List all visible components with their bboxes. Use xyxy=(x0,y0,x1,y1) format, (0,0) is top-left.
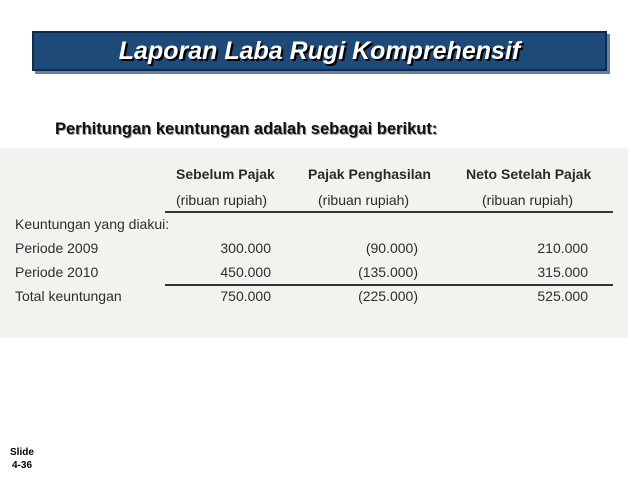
col-header-net-after-tax: Neto Setelah Pajak xyxy=(466,166,592,182)
header-rule xyxy=(165,211,613,213)
slide-title: Laporan Laba Rugi Komprehensif xyxy=(118,36,521,65)
col-header-income-tax: Pajak Penghasilan xyxy=(308,166,431,182)
col-subheader-income-tax: (ribuan rupiah) xyxy=(318,192,410,208)
cell-2009-income-tax: (90.000) xyxy=(365,240,418,256)
section-label: Keuntungan yang diakui: xyxy=(15,216,170,232)
title-banner xyxy=(32,31,607,71)
cell-2010-income-tax: (135.000) xyxy=(358,264,418,280)
col-subheader-before-tax: (ribuan rupiah) xyxy=(176,192,268,208)
row-label-total: Total keuntungan xyxy=(15,288,122,304)
cell-2010-net: 315.000 xyxy=(537,264,588,280)
col-subheader-net-after-tax: (ribuan rupiah) xyxy=(482,192,574,208)
cell-2009-before-tax: 300.000 xyxy=(220,240,271,256)
cell-2010-before-tax: 450.000 xyxy=(220,264,271,280)
slide-number-label: Slide xyxy=(10,447,34,458)
cell-total-income-tax: (225.000) xyxy=(358,288,418,304)
row-label-2010: Periode 2010 xyxy=(15,264,99,280)
cell-2009-net: 210.000 xyxy=(537,240,588,256)
col-header-before-tax: Sebelum Pajak xyxy=(176,166,275,182)
slide-subtitle: Perhitungan keuntungan adalah sebagai berikut: xyxy=(55,120,438,138)
row-label-2009: Periode 2009 xyxy=(15,240,99,256)
profit-table xyxy=(0,148,628,338)
cell-total-before-tax: 750.000 xyxy=(220,288,271,304)
slide-number xyxy=(10,446,34,472)
total-rule xyxy=(165,284,613,286)
cell-total-net: 525.000 xyxy=(537,288,588,304)
slide-number-value: 4-36 xyxy=(12,460,33,471)
